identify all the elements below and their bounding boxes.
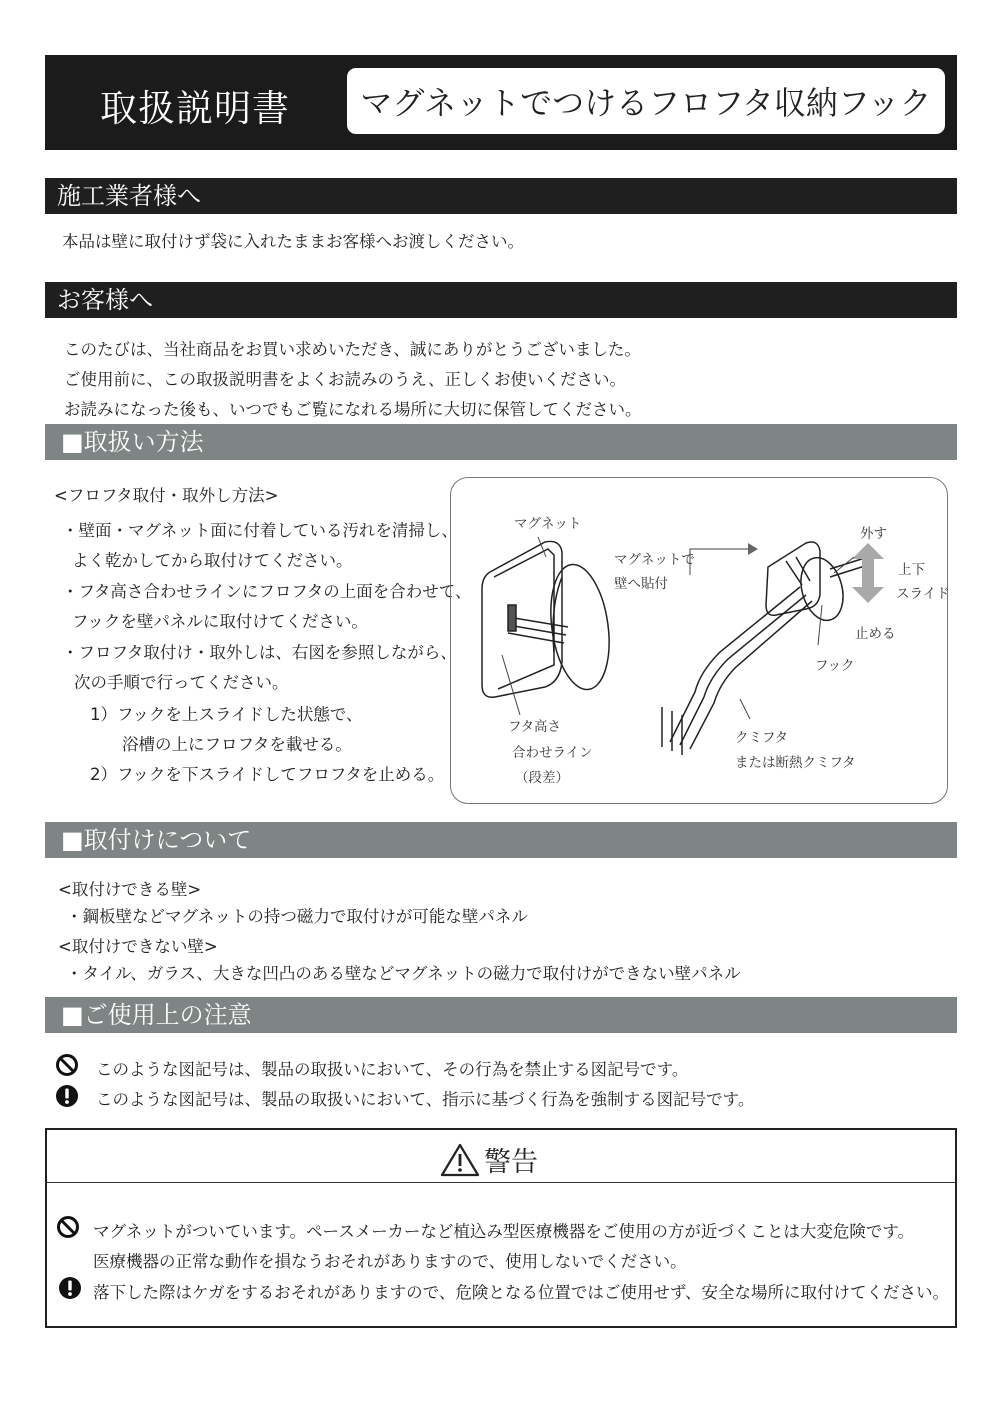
handling-step: 2）フックを下スライドしてフロフタを止める。 — [90, 765, 445, 784]
contractor-heading: 施工業者様へ — [45, 178, 957, 214]
warning-divider — [47, 1182, 955, 1183]
document-title: 取扱説明書 — [100, 87, 290, 130]
warning-line: 医療機器の正常な動作を損なうおそれがありますので、使用しないでください。 — [93, 1252, 687, 1271]
handling-step: よく乾かしてから取付けてください。 — [72, 551, 353, 570]
height-line-label: 合わせライン — [512, 745, 593, 761]
warning-title — [440, 1140, 538, 1179]
height-line-label: フタ高さ — [508, 719, 562, 735]
prohibit-explanation: このような図記号は、製品の取扱いにおいて、その行為を禁止する図記号です。 — [96, 1060, 689, 1079]
warning-line: 落下した際はケガをするおそれがありますので、危険となる位置ではご使用せず、安全な場所に取付けてください。 — [93, 1283, 950, 1302]
exclamation-icon — [55, 1084, 79, 1108]
mountable-heading: <取付けできる壁> — [58, 880, 202, 899]
prohibit-icon — [56, 1215, 80, 1239]
handling-step: ・フタ高さ合わせラインにフロフタの上面を合わせて、 — [62, 582, 472, 601]
hook-label: フック — [815, 658, 855, 674]
attach-label: マグネットで — [614, 552, 695, 568]
slide-label: スライド — [896, 586, 950, 602]
contractor-text: 本品は壁に取付けず袋に入れたままお客様へお渡しください。 — [62, 232, 524, 251]
warning-triangle-icon — [440, 1143, 480, 1177]
handling-step: フックを壁パネルに取付けてください。 — [72, 612, 368, 631]
exclamation-icon — [58, 1276, 82, 1300]
stop-label: 止める — [855, 626, 896, 642]
handling-step: 1）フックを上スライドした状態で、 — [90, 705, 363, 724]
magnet-label: マグネット — [514, 516, 582, 532]
customer-line: ご使用前に、この取扱説明書をよくお読みのうえ、正しくお使いください。 — [64, 370, 626, 389]
remove-label: 外す — [860, 526, 887, 542]
prohibit-icon — [55, 1053, 79, 1077]
warning-title-text: 警告 — [484, 1147, 538, 1178]
handling-heading: ■取扱い方法 — [45, 424, 957, 460]
mountable-text: ・鋼板壁などマグネットの持つ磁力で取付けが可能な壁パネル — [66, 907, 528, 926]
mandatory-explanation: このような図記号は、製品の取扱いにおいて、指示に基づく行為を強制する図記号です。 — [96, 1090, 755, 1109]
handling-subheading: <フロフタ取付・取外し方法> — [54, 486, 279, 505]
slide-label: 上下 — [898, 562, 925, 578]
lid-label: または断熱クミフタ — [735, 755, 856, 771]
handling-step: ・フロフタ取付け・取外しは、右図を参照しながら、 — [62, 643, 457, 662]
cautions-heading: ■ご使用上の注意 — [45, 997, 957, 1033]
non-mountable-heading: <取付けできない壁> — [58, 937, 218, 956]
non-mountable-text: ・タイル、ガラス、大きな凹凸のある壁などマグネットの磁力で取付けができない壁パネル — [66, 964, 741, 983]
lid-label: クミフタ — [735, 730, 789, 746]
customer-line: お読みになった後も、いつでもご覧になれる場所に大切に保管してください。 — [64, 400, 642, 419]
customer-line: このたびは、当社商品をお買い求めいただき、誠にありがとうございました。 — [64, 340, 641, 359]
customer-heading: お客様へ — [45, 282, 957, 318]
handling-step: ・壁面・マグネット面に付着している汚れを清掃し、 — [62, 521, 458, 540]
height-line-label: （段差） — [515, 770, 569, 786]
handling-step: 次の手順で行ってください。 — [74, 673, 289, 692]
mounting-heading: ■取付けについて — [45, 822, 957, 858]
warning-line: マグネットがついています。ペースメーカーなど植込み型医療機器をご使用の方が近づくことは大変危険です。 — [93, 1222, 915, 1241]
handling-step: 浴槽の上にフロフタを載せる。 — [122, 735, 352, 754]
product-name: マグネットでつけるフロフタ収納フック — [347, 68, 945, 134]
attach-label: 壁へ貼付 — [614, 576, 668, 592]
